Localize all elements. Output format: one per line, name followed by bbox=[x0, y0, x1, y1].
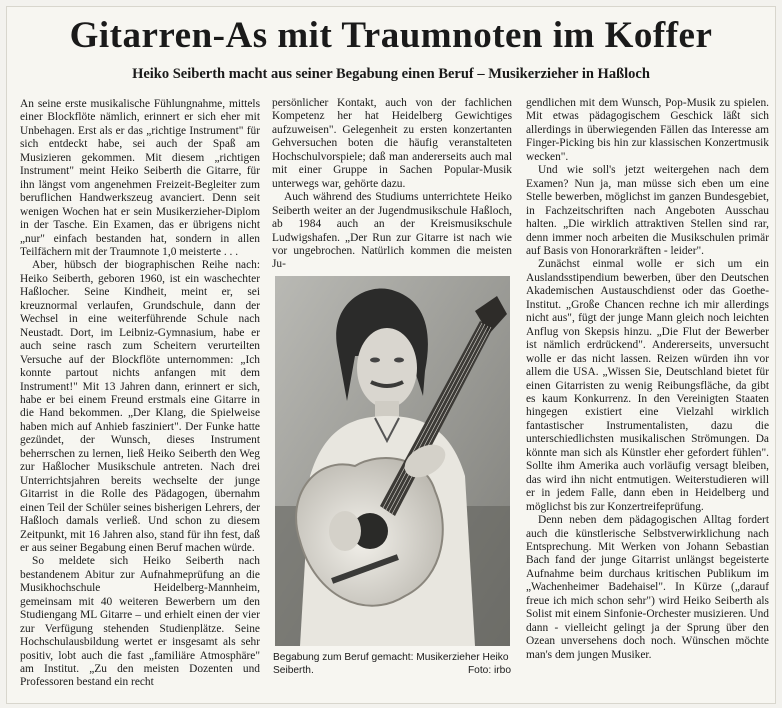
paragraph: An seine erste musikalische Fühlungnahme, mittels einer Blockflöte nämlich, erinnert er sich eher mit Unbehagen. Erst als er das „richtige Instrument" für sich entdeckt habe, sei auch der Spaß am Musizieren gekommen. Mit diesem „richtigen Instrument" meint Heiko Seiberth die Gitarre, für ihn längst vom angenehmen Freizeit-Begleiter zum beruflichen Handwerkszeug avanciert. Denn seit wenigen Wochen hat er sein Musikerzieher-Diplom in der Tasche. Ein Examen, das er übrigens nicht „nur" einfach bestanden hat, sondern in allen Teilfächern mit der Traumnote 1,0 meisterte . . . bbox=[20, 98, 260, 258]
headline: Gitarren-As mit Traumnoten im Koffer bbox=[69, 15, 713, 56]
photo-credit: Foto: irbo bbox=[467, 664, 511, 676]
article-column-1 bbox=[20, 98, 260, 703]
paragraph: gendlichen mit dem Wunsch, Pop-Musik zu spielen. Mit etwas pädagogischem Geschick läßt sich allerdings in überwiegenden Fällen das Interesse am Finger-Picking bis hin zur klassischen Konzertmusik wecken". bbox=[526, 97, 769, 163]
paragraph: Zunächst einmal wolle er sich um ein Auslandsstipendium bewerben, über den Deutschen Akademischen Austauschdienst oder das Goethe-Institut. „Große Chancen rechne ich mir allerdings nicht aus", fügt der junge Mann gleich noch leichten Anflug von Skepsis hinzu. „Die Flut der Bewerber ist nämlich erdrückend". Andererseits, unversucht wolle er das nicht lassen. Reizen würden ihn vor allem die USA. „Wissen Sie, Deutschland bietet für einen Gitarristen zu wenig Reibungsfläche, da gibt es kaum Konkurrenz. In den Vereinigten Staaten hingegen existiert eine Vielzahl wirklich fantastischer Instrumentalisten, dazu die unterschiedlichsten musikalischen Strömungen. Da könnte man sich als Künstler eher gefordert fühlen". Sollte ihm Amerika auch vorläufig versagt bleiben, das wird ihn nicht entmutigen. Weiterstudieren will er in jedem Falle, dann eben in Heidelberg und möglichst bis zur Konzertreifeprüfung. bbox=[526, 258, 769, 513]
article-column-3 bbox=[526, 97, 769, 703]
article-column-2 bbox=[272, 97, 512, 272]
photo-caption bbox=[273, 652, 513, 677]
guitarist-photo bbox=[275, 276, 510, 646]
paragraph: Auch während des Studiums unterrichtete Heiko Seiberth weiter an der Jugendmusikschule Haßloch, ab 1984 auch an der Kreismusikschule Ludwigshafen. „Der Run zur Gitarre ist nach wie vor ungebrochen. Natürlich kommen die meisten Ju- bbox=[272, 191, 512, 271]
subheadline: Heiko Seiberth macht aus seiner Begabung einen Beruf – Musikerzieher in Haßloch bbox=[132, 66, 650, 82]
caption-text: Begabung zum Beruf gemacht: Musikerzieher Heiko Seiberth. bbox=[273, 652, 509, 676]
paragraph: Und wie soll's jetzt weitergehen nach dem Examen? Nun ja, man müsse sich eben um eine Stelle bewerben, möglichst im ganzen Bundesgebiet, in Fachzeitschriften nach Angeboten Ausschau halten. „Die wirklich attraktiven Stellen sind rar, denn immer noch arbeiten die Musikschulen primär auf Basis von Honorarkräften - leider". bbox=[526, 164, 769, 257]
paragraph: So meldete sich Heiko Seiberth nach bestandenem Abitur zur Aufnahmeprüfung an die Musikhochschule Heidelberg-Mannheim, gemeinsam mit 40 weiteren Bewerbern um den Studiengang ML Gitarre – und erhielt einen der vier zur Verfügung stehenden Studienplätze. Seine Hochschulausbildung wertet er insgesamt als sehr positiv, lobt auch die fast „familiäre Atmosphäre" am Institut. „Zu den meisten Dozenten und Professoren bestand ein recht bbox=[20, 555, 260, 689]
paragraph: Aber, hübsch der biographischen Reihe nach: Heiko Seiberth, geboren 1960, ist ein waschechter Haßlocher. Seine Kindheit, meint er, sei kreuznormal verlaufen, Grundschule, dann der Wechsel in eine weiterführende Schule nach Neustadt. Dort, im Leibniz-Gymnasium, habe er auch seine rasch zum Scheitern verurteilten Versuche auf der Blockflöte unternommen: „Ich konnte partout nichts anfangen mit dem Instrument!" Mit 13 Jahren dann, erinnert er sich, habe er bei einem Freund erstmals eine Gitarre in die Hand bekommen. „Der Klang, die Spielweise haben mich auf Anhieb fasziniert". Der Funke hatte gezündet, der Wunsch, dieses Instrument beherrschen zu lernen, ließ Heiko Seiberth den Weg zur Haßlocher Musikschule antreten. Nach drei Unterrichtsjahren bereits wechselte der junge Gitarrist in die Rolle des Pädagogen, übernahm einen Teil der Schüler seines bisherigen Lehrers, der Haßloch damals verließ. Und schon zu diesem Zeitpunkt, mit 16 Jahren also, stand für ihn fest, daß er aus seiner Begabung einen Beruf machen würde. bbox=[20, 259, 260, 554]
paragraph: Denn neben dem pädagogischen Alltag fordert auch die künstlerische Selbstverwirklichung nach Entsprechung. Mit Werken von Johann Sebastian Bach fand der junge Gitarrist unlängst begeisterte Aufnahme beim durchaus kritischen Publikum im „Wachenheimer Badehaisel". In Kürze („darauf freue ich mich schon sehr") wird Heiko Seiberth als Solist mit einem Sinfonie-Orchester musizieren. Und dann - vielleicht gelingt ja der Sprung über den Ozean unversehens doch noch. Wünschen möchte man's dem jungen Musiker. bbox=[526, 514, 769, 661]
paragraph: persönlicher Kontakt, auch von der fachlichen Kompetenz her hat Heidelberg Gewichtiges aufzuweisen". Gelegenheit zu ersten konzertanten Gehversuchen boten die häufig veranstalteten Hochschulvorspiele; daß man andererseits auch mal mit einer Gruppe in Sachen Popular-Musik unterwegs war, gehörte dazu. bbox=[272, 97, 512, 190]
